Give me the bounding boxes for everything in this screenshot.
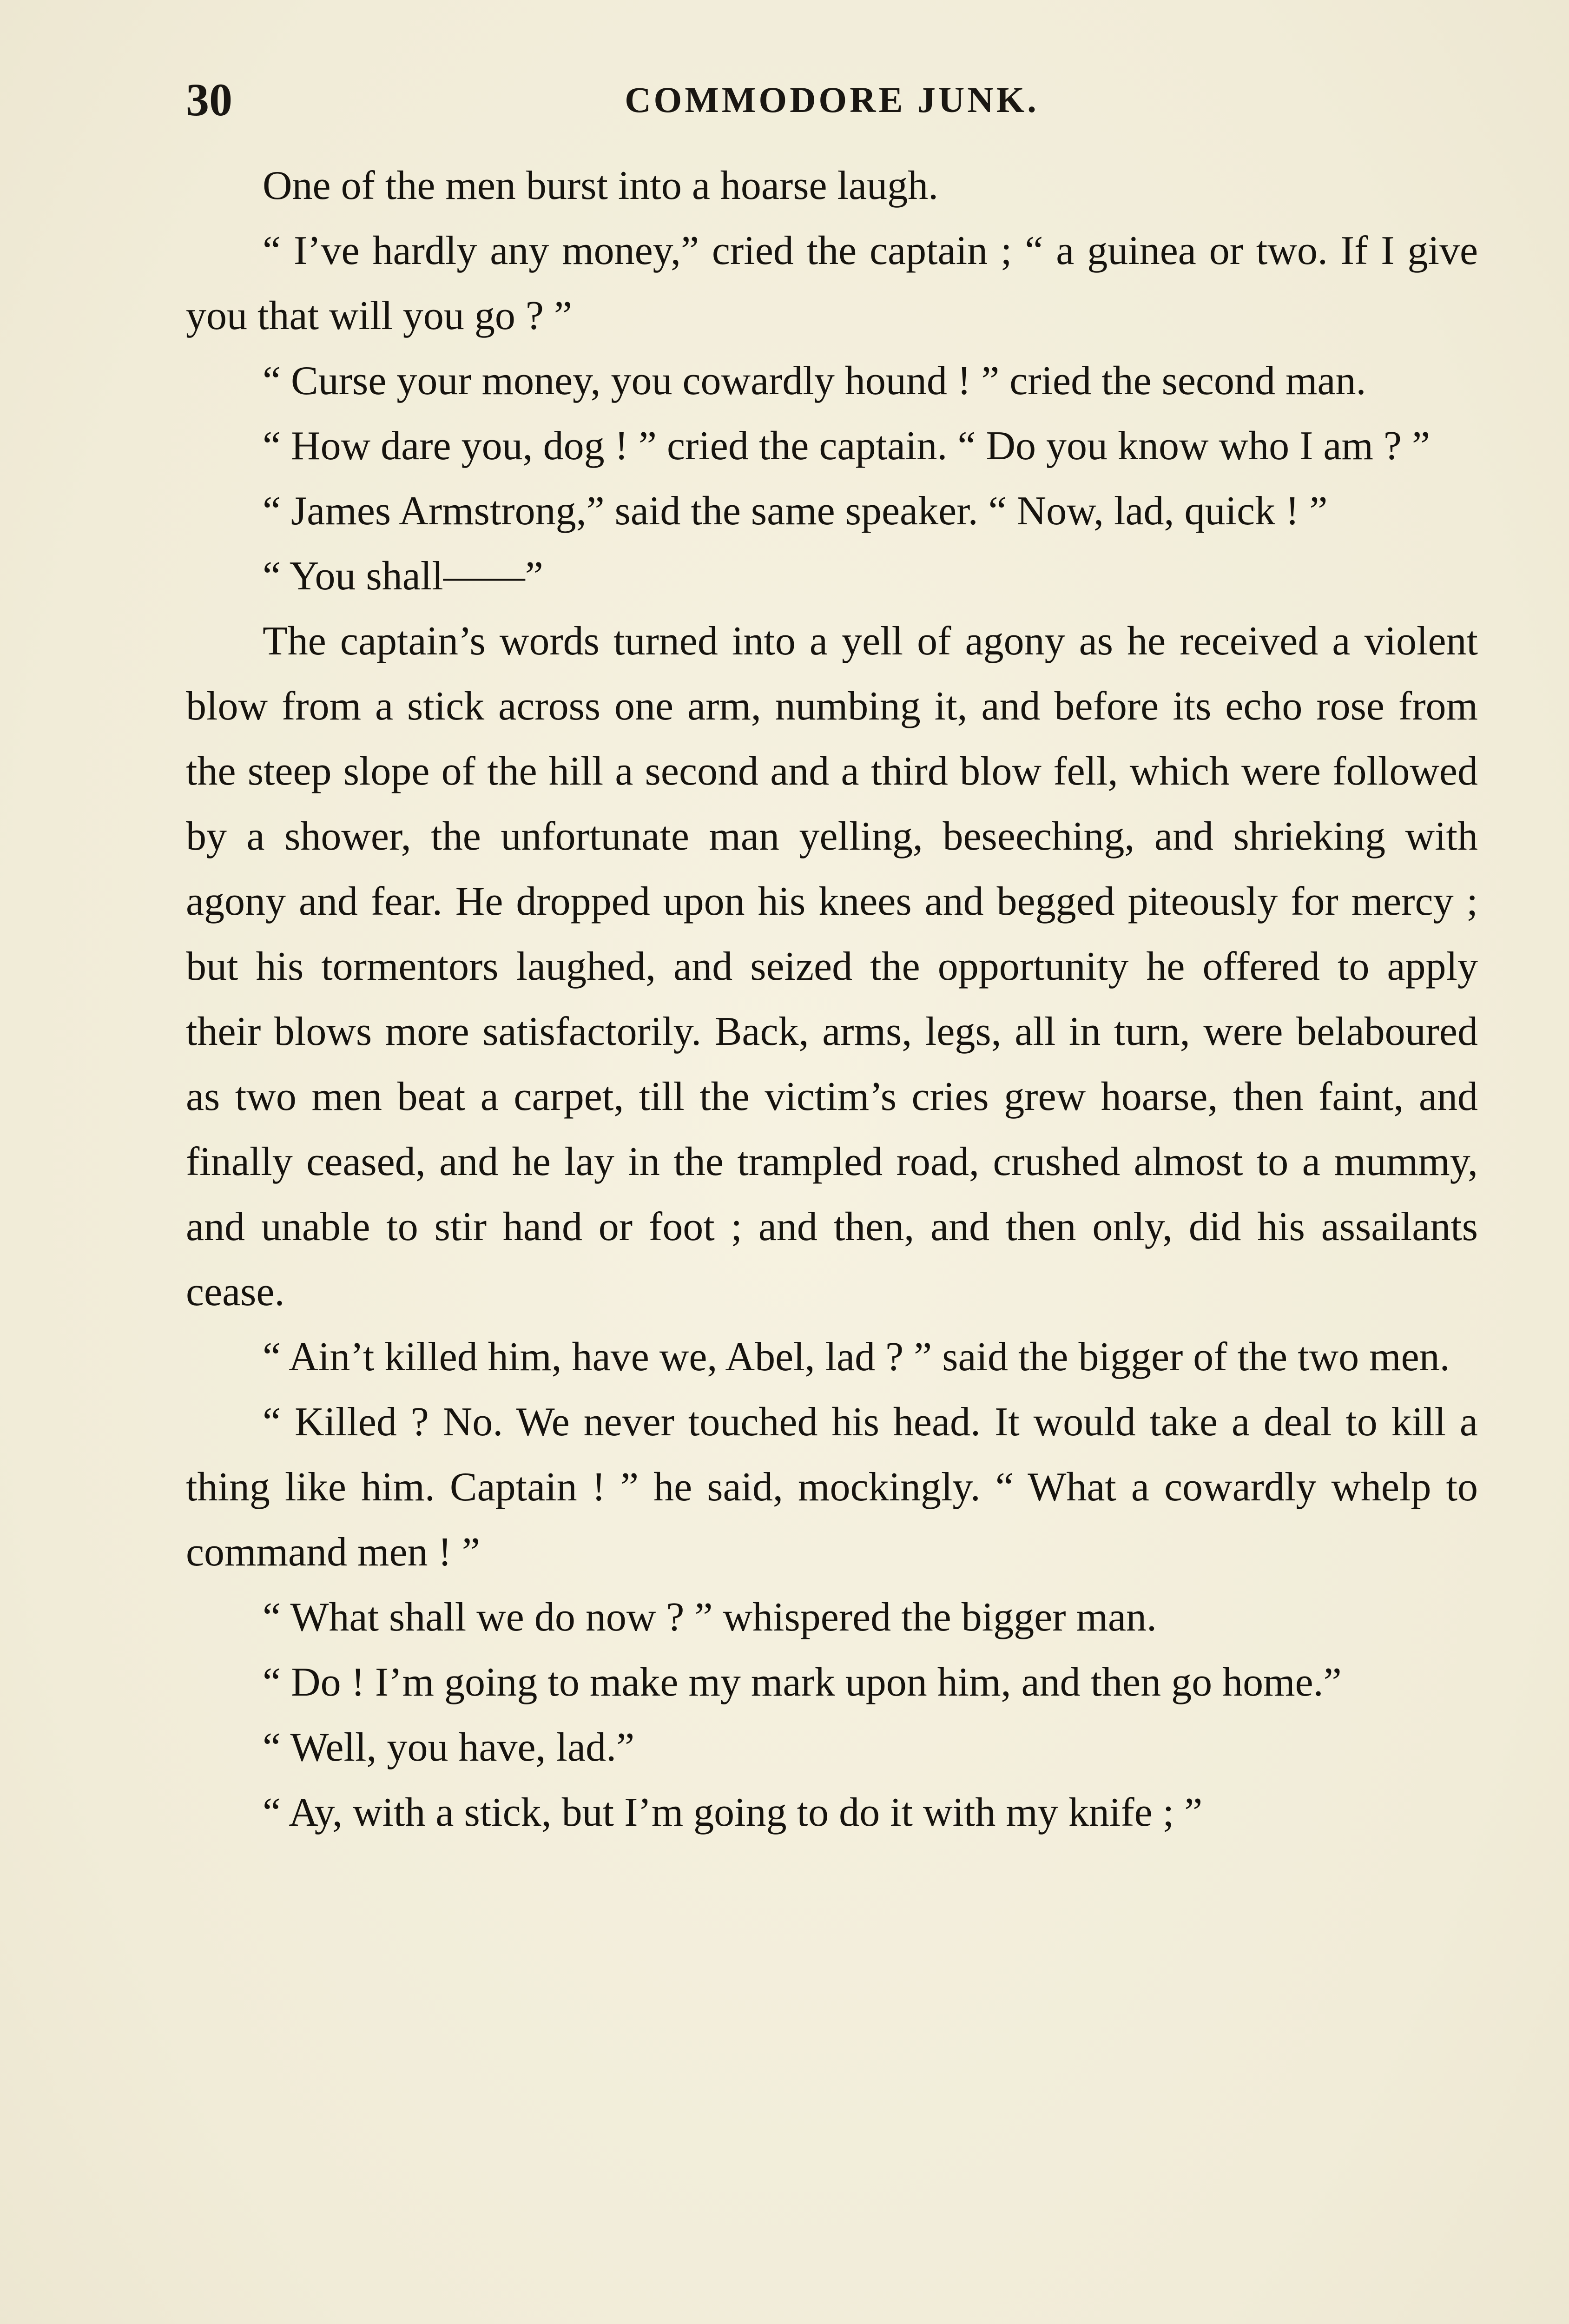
page-header bbox=[186, 70, 1478, 130]
paragraph: “ You shall——” bbox=[263, 554, 543, 599]
paragraph: One of the men burst into a hoarse laugh. bbox=[263, 163, 939, 208]
paragraph: “ Ain’t killed him, have we, Abel, lad ? ” said the bigger of the two men. bbox=[263, 1334, 1450, 1380]
paragraph: “ Curse your money, you cowardly hound ! ” cried the second man. bbox=[263, 358, 1366, 403]
paragraph: “ James Armstrong,” said the same speaker. “ Now, lad, quick ! ” bbox=[263, 489, 1328, 534]
paragraph: “ Ay, with a stick, but I’m going to do it with my knife ; ” bbox=[263, 1790, 1203, 1835]
body-text bbox=[186, 153, 1478, 1845]
running-head: COMMODORE JUNK. bbox=[625, 79, 1039, 120]
paragraph: “ How dare you, dog ! ” cried the captain. “ Do you know who I am ? ” bbox=[263, 423, 1431, 469]
paragraph: “ What shall we do now ? ” whispered the bigger man. bbox=[263, 1595, 1157, 1640]
paragraph: “ I’ve hardly any money,” cried the captain ; “ a guinea or two. If I give you that will you go ? ” bbox=[186, 228, 1478, 338]
paragraph: “ Do ! I’m going to make my mark upon him, and then go home.” bbox=[263, 1660, 1342, 1705]
paragraph: “ Well, you have, lad.” bbox=[263, 1725, 635, 1770]
page-number: 30 bbox=[186, 74, 232, 125]
paragraph: “ Killed ? No. We never touched his head. It would take a deal to kill a thing like him. Captain ! ” he said, mockingly. “ What a cowardly whelp to command men ! ” bbox=[186, 1400, 1478, 1575]
paragraph: The captain’s words turned into a yell of agony as he received a violent blow from a stick across one arm, numbing it, and before its echo rose from the steep slope of the hill a second and a third blow fell, which were followed by a shower, the unfortunate man yelling, beseeching, and shrieking with agony and fear. He dropped upon his knees and begged piteously for mercy ; but his tormentors laughed, and seized the opportunity he offered to apply their blows more satisfactorily. Back, arms, legs, all in turn, were belaboured as two men beat a carpet, till the victim’s cries grew hoarse, then faint, and finally ceased, and he lay in the trampled road, crushed almost to a mummy, and unable to stir hand or foot ; and then, and then only, did his assailants cease. bbox=[186, 619, 1478, 1314]
